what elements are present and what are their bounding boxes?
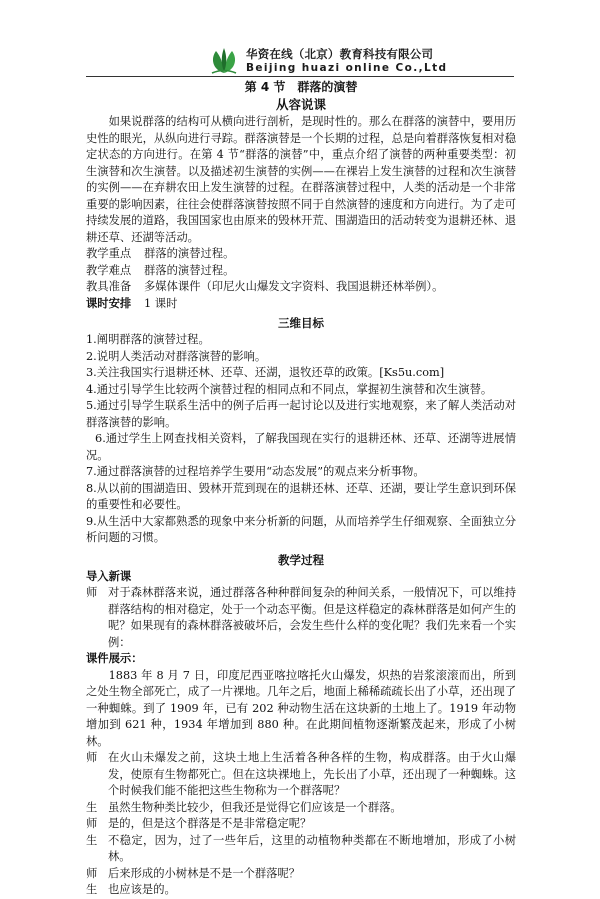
process-heading: 教学过程: [278, 552, 324, 567]
schedule-label: 课时安排: [86, 296, 132, 310]
schedule-text: 1 课时: [144, 296, 178, 310]
dialog-line: [86, 750, 516, 800]
dialog-text: 也应该是的。: [108, 883, 176, 896]
speaker-label: 生: [86, 883, 98, 896]
dialog-line: [86, 866, 516, 883]
goal-item: 5.通过引导学生联系生活中的例子后再一起讨论以及进行实地观察，来了解人类活动对群落演替的影响。: [86, 399, 516, 429]
goal-item: 3.关注我国实行退耕还林、还草、还湖，退牧还草的政策。[Ks5u.com]: [86, 366, 445, 379]
speaker-label: 生: [86, 833, 98, 847]
speaker-label: 生: [86, 800, 98, 814]
key-point-text: 群落的演替过程。: [144, 247, 235, 260]
dialog-text: 后来形成的小树林是不是一个群落呢？: [108, 866, 301, 880]
page-header: [0, 44, 600, 80]
header-divider: [86, 76, 514, 77]
goal-item: 7.通过群落演替的过程培养学生要用“动态发展”的观点来分析事物。: [86, 465, 425, 478]
speaker-label: 师: [86, 751, 98, 764]
intro-new-lesson-heading: 导入新课: [86, 569, 132, 583]
speaker-label: 师: [86, 866, 98, 880]
dialog-line: [86, 882, 516, 899]
key-point-row: [86, 246, 516, 263]
goal-item: 4.通过引导学生比较两个演替过程的相同点和不同点，掌握初生演替和次生演替。: [86, 382, 493, 396]
teacher-intro-text: 对于森林群落来说，通过群落各种种群间复杂的种间关系，一般情况下，可以维持群落结构的相对稳定，处于一个动态平衡。但是这样稳定的森林群落是如何产生的呢？如果现有的森林群落被破坏后，会发生些什么样的变化呢？我们先来看一个实例：: [108, 586, 516, 649]
speaker-label: 师: [86, 817, 98, 830]
tools-label: 教具准备: [86, 280, 132, 293]
dialog-line: [86, 800, 516, 817]
difficulty-text: 群落的演替过程。: [144, 263, 235, 277]
lesson-subtitle: 从容说课: [275, 97, 326, 112]
dialog-text: 是的，但是这个群落是不是非常稳定呢？: [108, 817, 312, 830]
tools-text: 多媒体课件（印尼火山爆发文字资料、我国退耕还林举例）。: [144, 280, 444, 293]
goal-item: 1.阐明群落的演替过程。: [86, 333, 210, 346]
courseware-heading: 课件展示：: [86, 652, 143, 665]
company-name-en: Beijing huazi online Co.,Ltd: [246, 62, 448, 74]
dialog-line: [86, 585, 516, 651]
speaker-label: 师: [86, 586, 98, 599]
goals-list: [86, 332, 516, 547]
goal-item: 2.说明人类活动对群落演替的影响。: [86, 349, 267, 363]
dialog-text: 在火山未爆发之前，这块土地上生活着各种各样的生物，构成群落。由于火山爆发，使原有生物都死亡。但在这块裸地上，先长出了小草，还出现了一种蜘蛛。这个时候我们能不能把这些生物称为一个群落呢？: [108, 751, 516, 797]
document-body: [86, 79, 516, 899]
goal-item: 9.从生活中大家都熟悉的现象中来分析新的问题，从而培养学生仔细观察、全面独立分析问题的习惯。: [86, 514, 516, 544]
tools-row: [86, 279, 516, 296]
goal-item: 8.从以前的围湖造田、毁林开荒到现在的退耕还林、还草、还湖，要让学生意识到环保的重要性和必要性。: [86, 481, 516, 511]
company-name-cn: 华资在线（北京）教育科技有限公司: [246, 47, 434, 61]
difficulty-row: [86, 263, 516, 280]
key-point-label: 教学重点: [86, 247, 132, 260]
goals-heading: 三维目标: [278, 316, 324, 330]
leaf-logo-icon: [207, 46, 241, 76]
courseware-paragraph: 1883 年 8 月 7 日，印度尼西亚喀拉喀托火山爆发，炽热的岩浆滚滚而出，所到之处生物全部死亡，成了一片裸地。几年之后，地面上稀稀疏疏长出了小草，还出现了一种蜘蛛。到了 1909 年，已有 202 种动物生活在这块新的土地上了。1919 年动物增加到 621 种，1934 年增加到 880 种。在此期间植物逐渐繁茂起来，形成了小树林。: [86, 668, 516, 748]
dialog-text: 不稳定，因为，过了一些年后，这里的动植物种类都在不断地增加，形成了小树林。: [108, 833, 516, 863]
intro-paragraph: 如果说群落的结构可从横向进行剖析，是现时性的。那么在群落的演替中，要用历史性的眼光，从纵向进行寻踪。群落演替是一个长期的过程，总是向着群落恢复相对稳定状态的方向进行。在第 4 节“群落的演替”中，重点介绍了演替的两种重要类型：初生演替和次生演替。以及描述初生演替的实例——在裸岩上发生演替的过程和次生演替的实例——在弃耕农田上发生演替的过程。在群落演替过程中，人类的活动是一个非常重要的影响因素，往往会使群落演替按照不同于自然演替的速度和方向进行。为了走可持续发展的道路，我国国家也由原来的毁林开荒、围湖造田的活动转变为退耕还林、退耕还草、还湖等活动。: [86, 115, 516, 244]
schedule-row: [86, 296, 516, 313]
difficulty-label: 教学难点: [86, 263, 132, 277]
dialog-line: [86, 816, 516, 833]
goal-item: 6.通过学生上网查找相关资料，了解我国现在实行的退耕还林、还草、还湖等进展情况。: [86, 432, 516, 462]
lesson-title: 第 4 节 群落的演替: [244, 80, 358, 94]
dialog-line: [86, 833, 516, 866]
dialog-text: 虽然生物种类比较少，但我还是觉得它们应该是一个群落。: [108, 800, 402, 814]
